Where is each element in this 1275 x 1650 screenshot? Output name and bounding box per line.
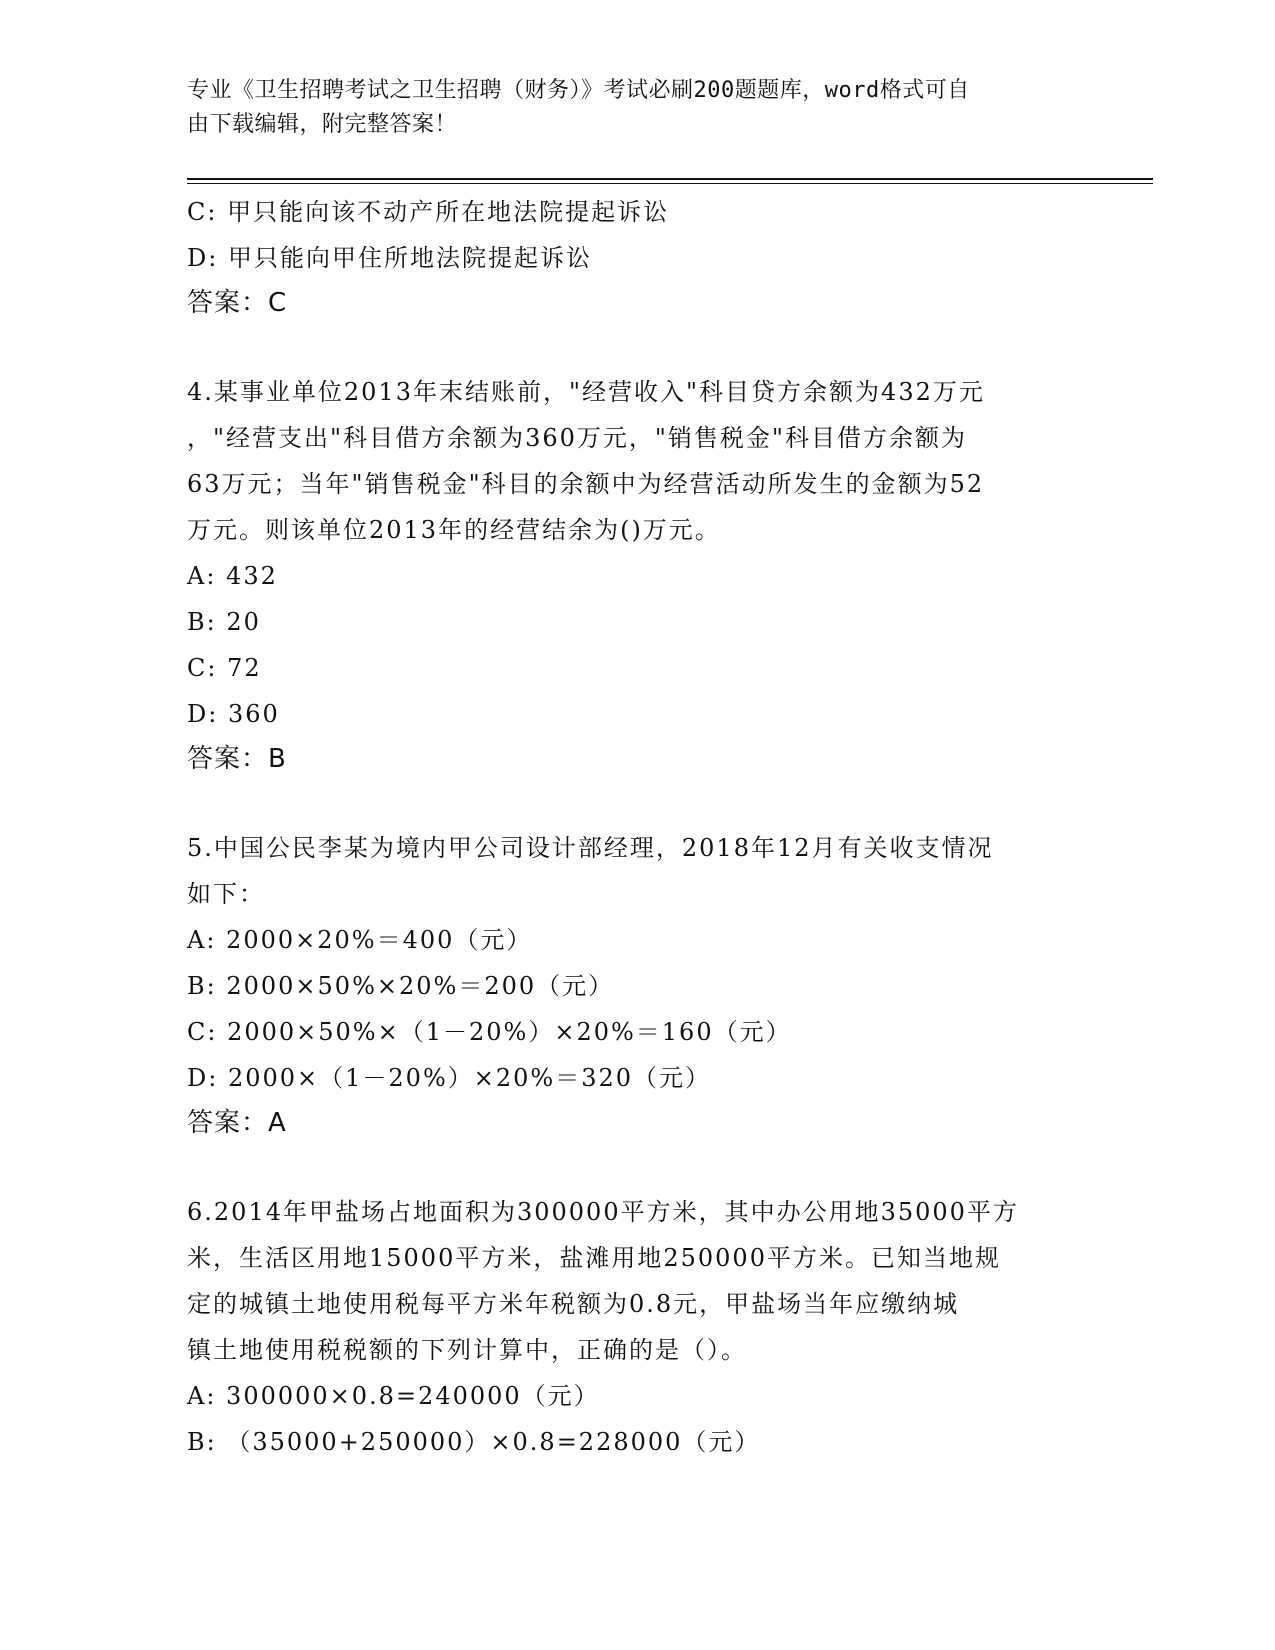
question-5 xyxy=(187,825,1087,1145)
option-c: C: 甲只能向该不动产所在地法院提起诉讼 xyxy=(187,198,670,226)
header-line-1: 专业《卫生招聘考试之卫生招聘（财务）》考试必刷200题题库，word格式可自 xyxy=(187,78,970,103)
option-a: A: 2000×20%＝400（元） xyxy=(187,926,533,954)
question-stem-line: 4.某事业单位2013年末结账前，"经营收入"科目贷方余额为432万元 xyxy=(187,378,985,406)
question-stem-line: ，"经营支出"科目借方余额为360万元，"销售税金"科目借方余额为 xyxy=(187,424,967,452)
answer-line: 答案：B xyxy=(187,744,287,774)
question-stem-line: 5.中国公民李某为境内甲公司设计部经理，2018年12月有关收支情况 xyxy=(187,834,994,862)
question-stem-line: 如下： xyxy=(187,880,265,908)
question-6 xyxy=(187,1189,1087,1465)
header-rule-thin xyxy=(187,183,1153,184)
question-stem-line: 定的城镇土地使用税每平方米年税额为0.8元，甲盐场当年应缴纳城 xyxy=(187,1290,960,1318)
option-b: B: 2000×50%×20%＝200（元） xyxy=(187,972,615,1000)
question-stem-line: 米，生活区用地15000平方米，盐滩用地250000平方米。已知当地规 xyxy=(187,1244,1001,1272)
answer-line: 答案：C xyxy=(187,288,288,318)
option-c: C: 2000×50%×（1－20%）×20%＝160（元） xyxy=(187,1018,792,1046)
spacer xyxy=(187,781,1087,825)
question-list xyxy=(187,189,1087,1465)
header-rule-thick xyxy=(187,178,1153,180)
option-a: A: 300000×0.8=240000（元） xyxy=(187,1382,600,1410)
spacer xyxy=(187,1145,1087,1189)
option-b: B: （35000+250000）×0.8=228000（元） xyxy=(187,1428,761,1456)
question-stem-line: 63万元；当年"销售税金"科目的余额中为经营活动所发生的金额为52 xyxy=(187,470,985,498)
question-stem-line: 镇土地使用税税额的下列计算中，正确的是（）。 xyxy=(187,1336,747,1364)
question-3 xyxy=(187,189,1087,325)
option-d: D: 2000×（1－20%）×20%＝320（元） xyxy=(187,1064,712,1092)
page-header xyxy=(187,74,1067,142)
option-a: A: 432 xyxy=(187,562,278,590)
question-4 xyxy=(187,369,1087,781)
spacer xyxy=(187,325,1087,369)
option-b: B: 20 xyxy=(187,608,261,636)
option-c: C: 72 xyxy=(187,654,262,682)
header-line-2: 由下载编辑，附完整答案！ xyxy=(187,112,458,137)
answer-line: 答案：A xyxy=(187,1108,287,1138)
option-d: D: 360 xyxy=(187,700,280,728)
question-stem-line: 万元。则该单位2013年的经营结余为()万元。 xyxy=(187,516,721,544)
question-stem-line: 6.2014年甲盐场占地面积为300000平方米，其中办公用地35000平方 xyxy=(187,1198,1019,1226)
option-d: D: 甲只能向甲住所地法院提起诉讼 xyxy=(187,244,592,272)
